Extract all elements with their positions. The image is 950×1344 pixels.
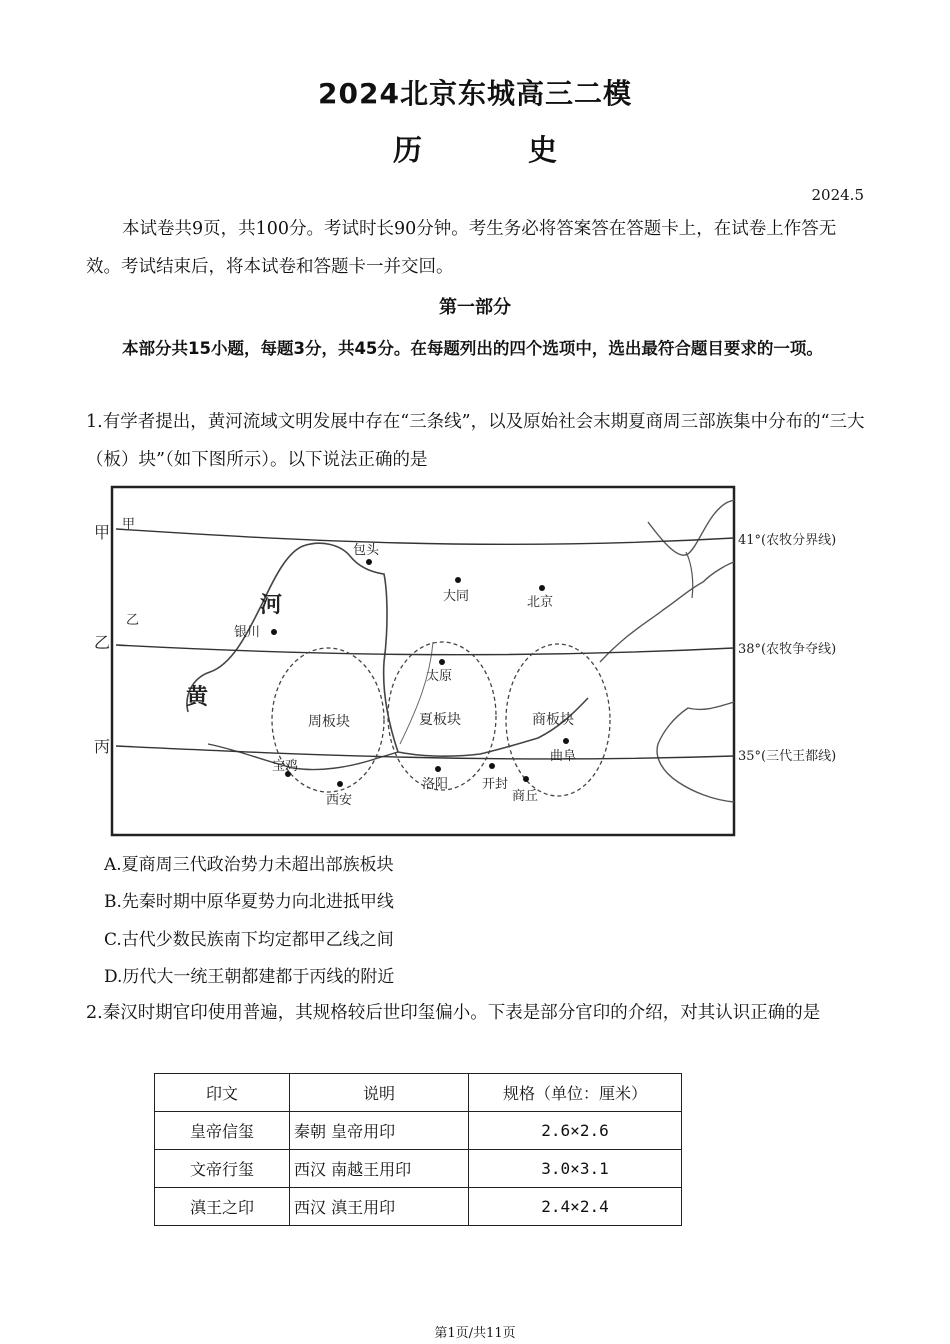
city-dot-luoyang bbox=[435, 766, 441, 772]
table-row bbox=[155, 1188, 682, 1226]
river-char-huang: 黄 bbox=[186, 684, 209, 710]
table-header: 印文 bbox=[155, 1074, 290, 1112]
q1-option-d: D.历代大一统王朝都建都于丙线的附近 bbox=[104, 967, 395, 987]
city-dot-xian bbox=[337, 781, 343, 787]
q1-option-a: A.夏商周三代政治势力未超出部族板块 bbox=[104, 855, 394, 875]
yellow-river-map bbox=[88, 482, 868, 842]
line-bing bbox=[116, 746, 734, 759]
line-name-41: 41°(农牧分界线) bbox=[738, 533, 837, 548]
table-header-row bbox=[155, 1074, 682, 1112]
table-cell: 西汉 滇王用印 bbox=[290, 1188, 469, 1226]
city-dot-taiyuan bbox=[439, 659, 445, 665]
city-luoyang: 洛阳 bbox=[422, 777, 449, 792]
city-qufu: 曲阜 bbox=[550, 749, 577, 764]
table-cell: 2.6×2.6 bbox=[469, 1112, 682, 1150]
city-xian: 西安 bbox=[326, 793, 353, 808]
exam-date: 2024.5 bbox=[811, 186, 864, 204]
city-yinchuan: 银川 bbox=[234, 625, 261, 640]
line-yi bbox=[116, 645, 734, 655]
city-dot-shangqiu bbox=[523, 776, 529, 782]
table-cell: 文帝行玺 bbox=[155, 1150, 290, 1188]
line-label-yi-small: 乙 bbox=[126, 613, 140, 628]
table-header: 规格（单位：厘米） bbox=[469, 1074, 682, 1112]
yellow-river bbox=[187, 543, 588, 756]
line-label-bing: 丙 bbox=[94, 737, 111, 756]
exam-title: 2024北京东城高三二模 bbox=[318, 77, 632, 110]
river-char-he: 河 bbox=[260, 592, 283, 618]
city-shangqiu: 商丘 bbox=[512, 789, 539, 804]
part-description: 本部分共15小题，每题3分，共45分。在每题列出的四个选项中，选出最符合题目要求的一项。 bbox=[122, 339, 823, 358]
table-cell: 秦朝 皇帝用印 bbox=[290, 1112, 469, 1150]
table-cell: 西汉 南越王用印 bbox=[290, 1150, 469, 1188]
line-name-35: 35°(三代王都线) bbox=[738, 749, 837, 764]
seal-table bbox=[154, 1073, 682, 1226]
city-taiyuan: 太原 bbox=[426, 669, 453, 684]
subject-title: 历 史 bbox=[392, 133, 606, 167]
part-heading: 第一部分 bbox=[439, 297, 511, 318]
fen-river bbox=[400, 642, 433, 744]
q1-option-c: C.古代少数民族南下均定都甲乙线之间 bbox=[104, 930, 394, 950]
block-label-xia: 夏板块 bbox=[419, 712, 461, 728]
city-datong: 大同 bbox=[443, 589, 470, 604]
city-dot-kaifeng bbox=[489, 763, 495, 769]
liaodong-coast bbox=[648, 500, 734, 555]
line-label-yi: 乙 bbox=[94, 633, 111, 652]
question-2-stem: 2.秦汉时期官印使用普遍，其规格较后世印玺偏小。下表是部分官印的介绍，对其认识正确的是 bbox=[86, 1003, 821, 1023]
table-cell: 滇王之印 bbox=[155, 1188, 290, 1226]
city-baotou: 包头 bbox=[353, 543, 380, 558]
line-label-jia: 甲 bbox=[94, 523, 111, 542]
q1-option-b: B.先秦时期中原华夏势力向北进抵甲线 bbox=[104, 892, 394, 912]
city-kaifeng: 开封 bbox=[482, 777, 509, 792]
table-cell: 3.0×3.1 bbox=[469, 1150, 682, 1188]
city-dot-beijing bbox=[539, 585, 545, 591]
city-dot-datong bbox=[455, 577, 461, 583]
block-label-shang: 商板块 bbox=[532, 712, 574, 728]
line-name-38: 38°(农牧争夺线) bbox=[738, 642, 837, 657]
page-footer: 第1页/共11页 bbox=[434, 1326, 516, 1341]
table-row bbox=[155, 1150, 682, 1188]
line-label-jia-small: 甲 bbox=[122, 517, 136, 532]
city-dot-baotou bbox=[366, 559, 372, 565]
block-label-zhou: 周板块 bbox=[308, 714, 350, 730]
question-1-stem: 1.有学者提出，黄河流域文明发展中存在“三条线”，以及原始社会末期夏商周三部族集中分布的“三大（板）块”（如下图所示）。以下说法正确的是 bbox=[86, 412, 865, 470]
table-cell: 皇帝信玺 bbox=[155, 1112, 290, 1150]
table-row bbox=[155, 1112, 682, 1150]
city-dot-qufu bbox=[563, 738, 569, 744]
city-dots bbox=[271, 559, 569, 787]
table-cell: 2.4×2.4 bbox=[469, 1188, 682, 1226]
city-beijing: 北京 bbox=[527, 595, 554, 610]
table-header: 说明 bbox=[290, 1074, 469, 1112]
city-dot-yinchuan bbox=[271, 629, 277, 635]
coastline bbox=[600, 562, 734, 802]
city-baoji: 宝鸡 bbox=[272, 759, 299, 774]
exam-instructions: 本试卷共9页，共100分。考试时长90分钟。考生务必将答案答在答题卡上，在试卷上作答无效。考试结束后，将本试卷和答题卡一并交回。 bbox=[86, 219, 837, 277]
line-jia bbox=[116, 529, 734, 544]
